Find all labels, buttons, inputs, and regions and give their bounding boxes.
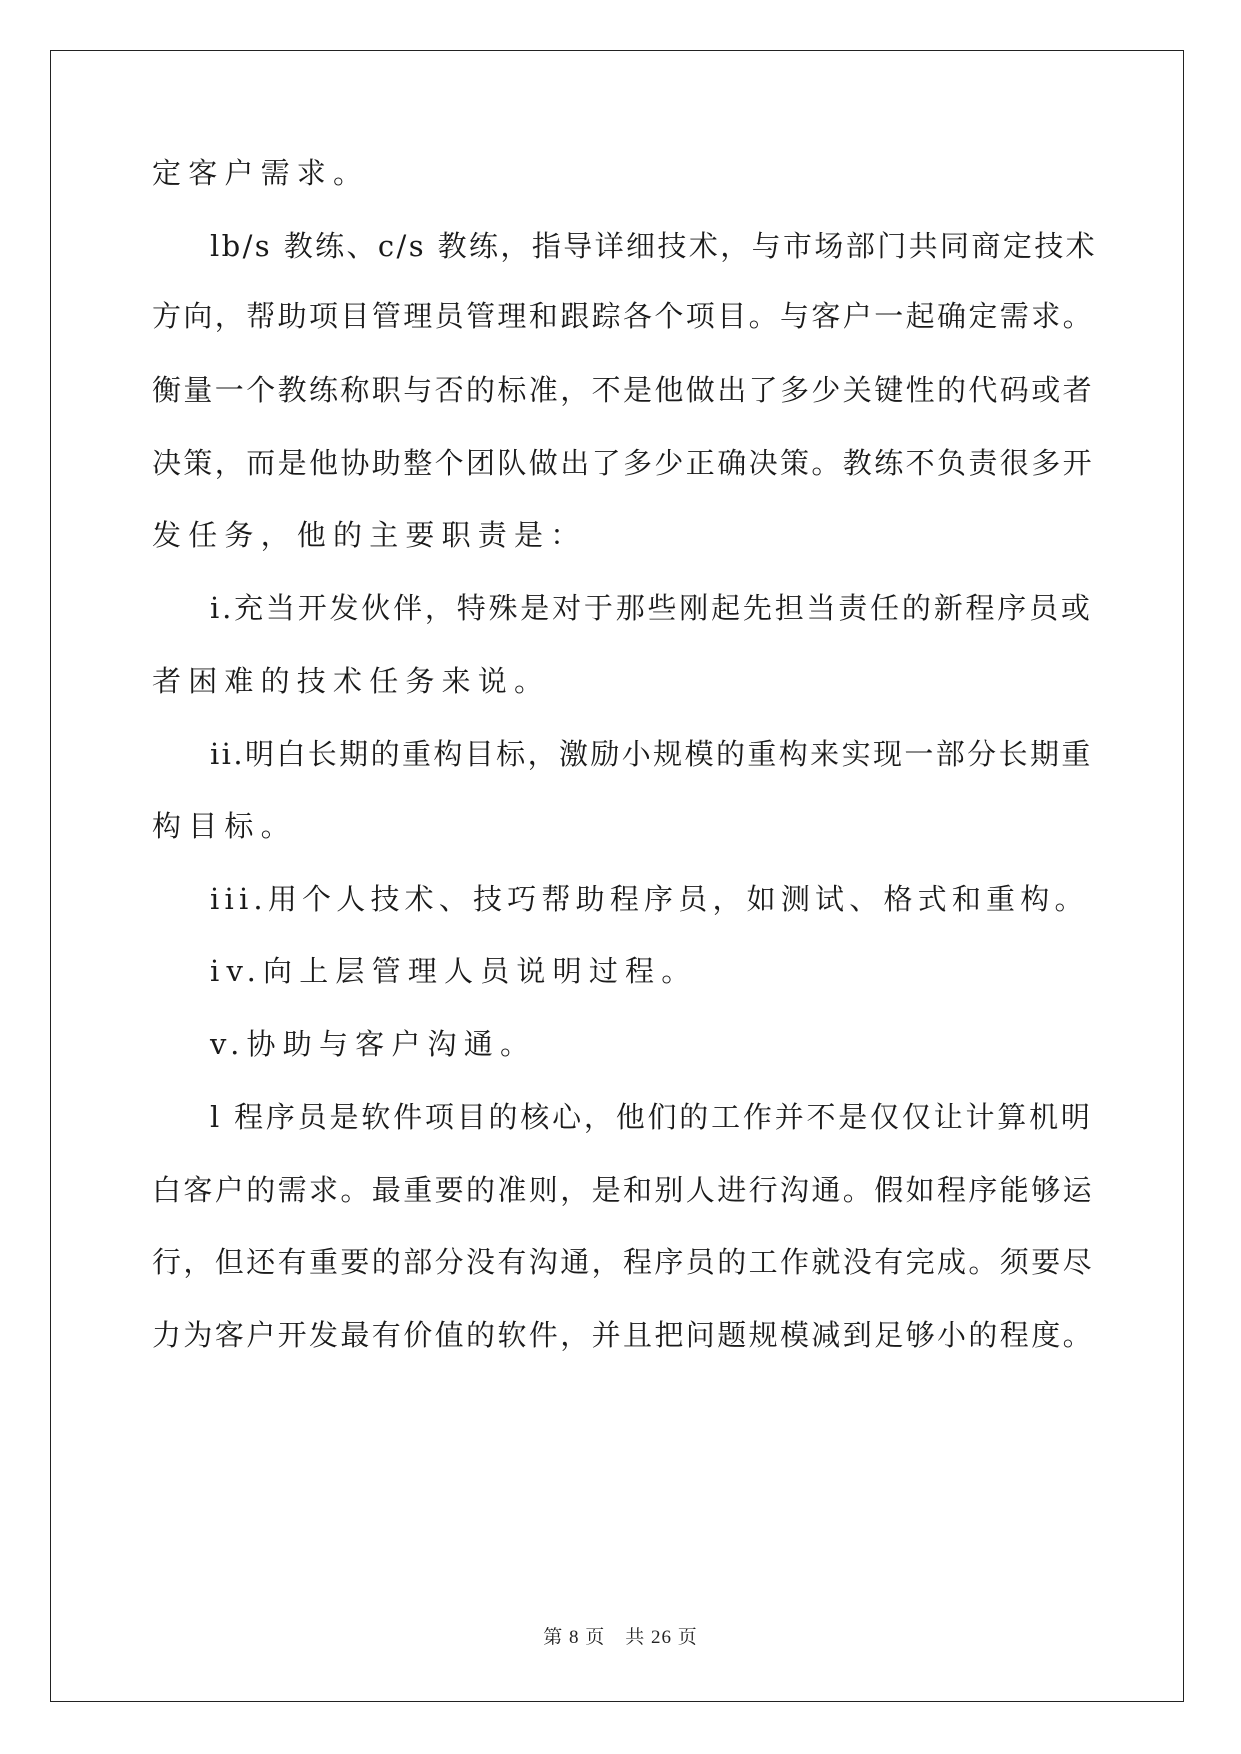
text-line: 构目标。 xyxy=(152,809,297,843)
text-line: 力为客户开发最有价值的软件，并且把问题规模减到足够小的程度。 xyxy=(152,1318,1095,1352)
text-line: l 程序员是软件项目的核心，他们的工作并不是仅仅让计算机明 xyxy=(210,1100,1093,1134)
text-line: 衡量一个教练称职与否的标准，不是他做出了多少关键性的代码或者 xyxy=(152,373,1095,407)
text-line: ii.明白长期的重构目标，激励小规模的重构来实现一部分长期重 xyxy=(210,737,1093,771)
text-line: v.协助与客户沟通。 xyxy=(210,1027,537,1061)
text-line: 定客户需求。 xyxy=(152,156,370,190)
page-footer: 第 8 页 共 26 页 xyxy=(543,1627,698,1648)
text-line: iv.向上层管理人员说明过程。 xyxy=(210,954,698,988)
text-line: 决策，而是他协助整个团队做出了多少正确决策。教练不负责很多开 xyxy=(152,446,1095,480)
text-line: lb/s 教练、c/s 教练，指导详细技术，与市场部门共同商定技术 xyxy=(210,229,1098,263)
text-line: 发任务，他的主要职责是： xyxy=(152,518,587,552)
text-line: 行，但还有重要的部分没有沟通，程序员的工作就没有完成。须要尽 xyxy=(152,1245,1095,1279)
text-line: i.充当开发伙伴，特殊是对于那些刚起先担当责任的新程序员或 xyxy=(210,591,1093,625)
text-line: iii.用个人技术、技巧帮助程序员，如测试、格式和重构。 xyxy=(210,882,1089,916)
text-line: 白客户的需求。最重要的准则，是和别人进行沟通。假如程序能够运 xyxy=(152,1173,1095,1207)
text-line: 者困难的技术任务来说。 xyxy=(152,664,551,698)
text-line: 方向，帮助项目管理员管理和跟踪各个项目。与客户一起确定需求。 xyxy=(152,299,1095,333)
